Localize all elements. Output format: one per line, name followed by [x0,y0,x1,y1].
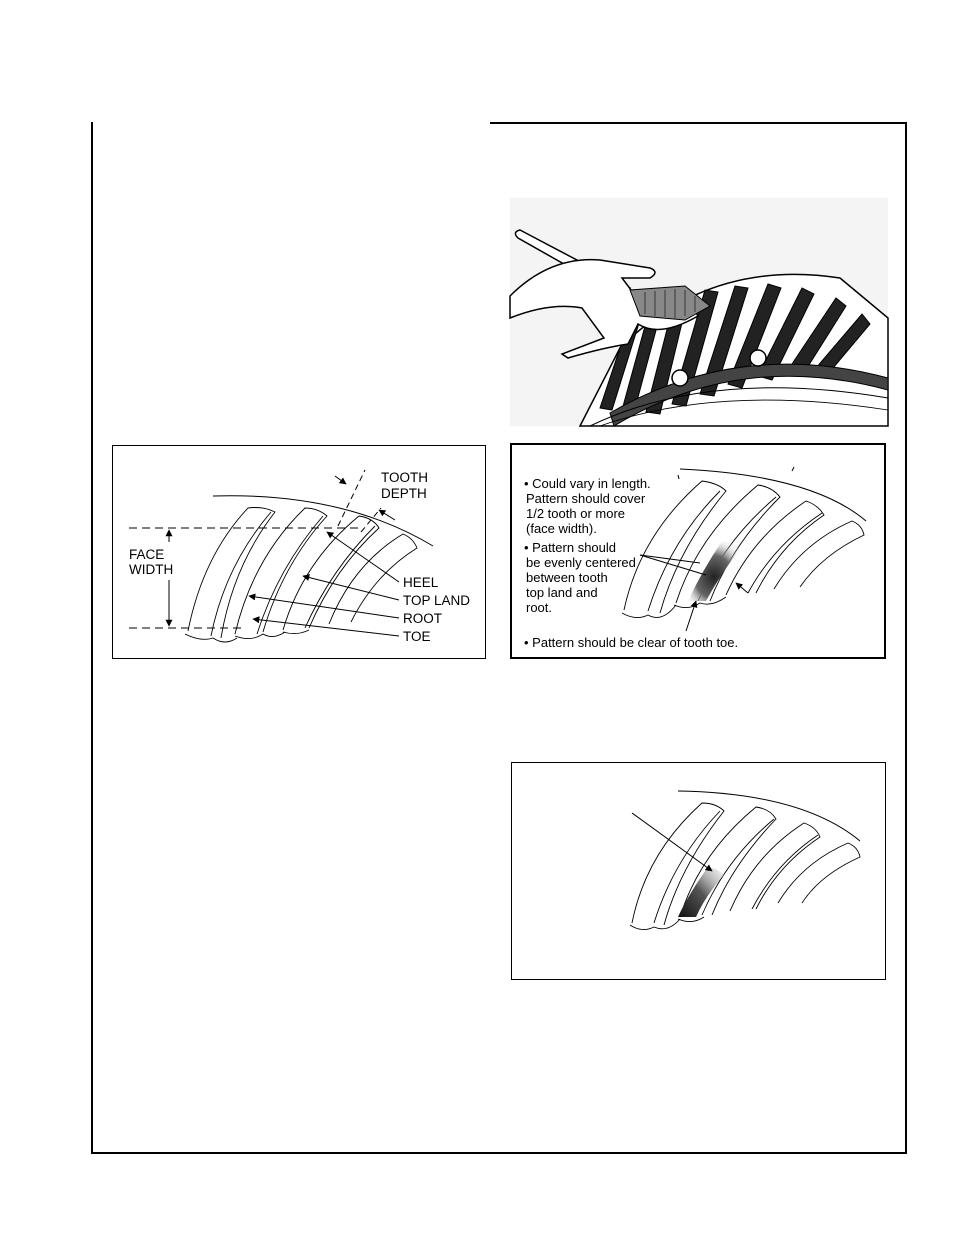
nomenclature-drawing [113,446,487,660]
contact-pattern-drawing [512,445,886,657]
tooth-depth-label-line2: DEPTH [381,486,427,501]
heel-label: HEEL [403,575,439,590]
pattern-note1-line1: • Could vary in length. [524,476,651,491]
pattern-note3: • Pattern should be clear of tooth toe. [524,635,739,650]
ring-gear-drawing [510,198,888,426]
tooth-depth-label-line1: TOOTH [381,470,428,485]
face-width-label-line2: WIDTH [129,562,174,577]
gear-tooth-nomenclature-diagram [112,445,486,659]
root-label: ROOT [403,611,442,626]
toe-label: TOE [403,629,431,644]
face-width-label-line1: FACE [129,547,165,562]
pattern-note2-line5: root. [526,600,553,615]
page-frame-right [905,122,907,1154]
contact-pattern-diagram-2 [511,762,886,980]
pattern-note2-line1: • Pattern should [524,540,616,555]
contact-pattern-diagram [510,443,886,659]
pattern-note2-line2: be evenly centered [526,555,636,570]
pattern-note1-line2: Pattern should cover [526,491,646,506]
contact-pattern-2-drawing [512,763,885,979]
ring-gear-brush-illustration [510,198,888,426]
top-land-label: TOP LAND [403,593,471,608]
pattern-note2-line4: top land and [526,585,598,600]
page-frame-bottom [91,1152,907,1154]
page-frame-left [91,122,93,1154]
pattern-note2-line3: between tooth [526,570,608,585]
pattern-note1-line4: (face width). [526,521,597,536]
pattern-note1-line3: 1/2 tooth or more [526,506,625,521]
page-frame-top [490,122,907,124]
